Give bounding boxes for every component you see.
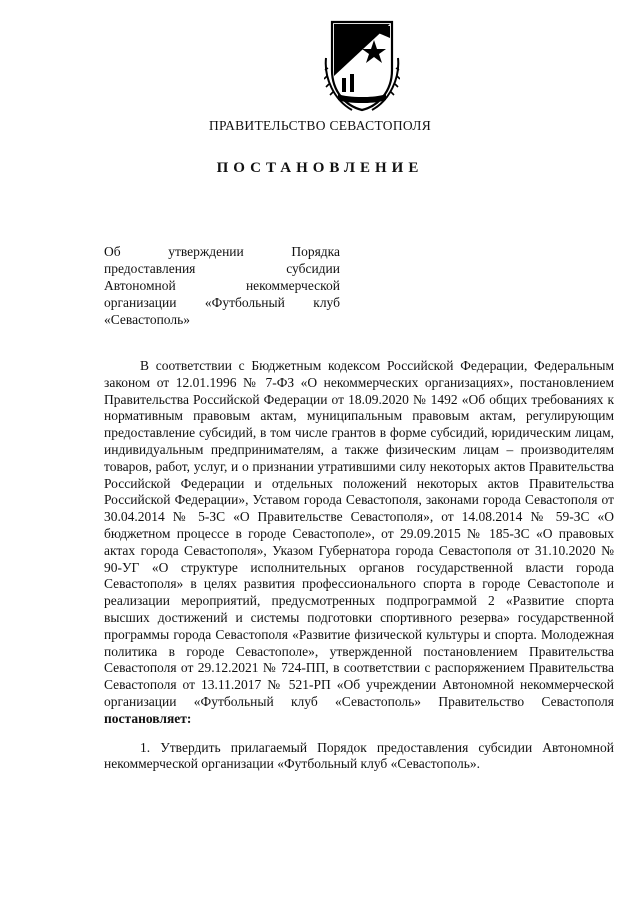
- resolves-word: постановляет:: [104, 710, 192, 726]
- subject-line: предоставления субсидии: [104, 261, 340, 276]
- government-name: ПРАВИТЕЛЬСТВО СЕВАСТОПОЛЯ: [208, 118, 432, 133]
- document-type-title: ПОСТАНОВЛЕНИЕ: [216, 160, 424, 176]
- preamble-paragraph: [104, 358, 614, 728]
- subject-line: Автономной некоммерческой: [104, 278, 340, 293]
- document-body: [104, 358, 614, 773]
- subject-line: организации «Футбольный клуб: [104, 295, 340, 310]
- sevastopol-coat-of-arms-emblem: [324, 18, 400, 114]
- document-subject: [104, 243, 340, 328]
- resolution-item: 1. Утвердить прилагаемый Порядок предоставления субсидии Автономной некоммерческой организации «Футбольный клуб «Севастополь».: [104, 739, 614, 772]
- subject-line: Об утверждении Порядка: [104, 244, 340, 259]
- preamble-text: В соответствии с Бюджетным кодексом Российской Федерации, Федеральным законом от 12.01.1996 № 7-ФЗ «О некоммерческих организациях», постановлением Правительства Российской Федерации от 18.09.2020 № 1492 «Об общих требованиях к нормативным правовым актам, муниципальным правовым актам, регулирующим предоставление субсидий, в том числе грантов в форме субсидий, юридическим лицам, индивидуальным предпринимателям, а также физическим лицам – производителям товаров, работ, услуг, и о признании утратившими силу некоторых актов Правительства Российской Федерации и отдельных положений некоторых актов Правительства Российской Федерации», Уставом города Севастополя, законами города Севастополя от 30.04.2014 № 5-ЗС «О Правительстве Севастополя», от 14.08.2014 № 59-ЗС «О бюджетном процессе в городе Севастополе», от 29.09.2015 № 185-ЗС «О правовых актах города Севастополя», Указом Губернатора города Севастополя от 31.10.2020 № 90-УГ «О структуре исполнительных органов государственной власти города Севастополя» в целях развития профессионального спорта в городе Севастополе и реализации мероприятий, предусмотренных подпрограммой 2 «Развитие спорта высших достижений и системы подготовки спортивного резерва» государственной программы города Севастополя «Развитие физической культуры и спорта. Молодежная политика в городе Севастополе», утвержденной постановлением Правительства Севастополя от 29.12.2021 № 724-ПП, в соответствии с распоряжением Правительства Севастополя от 13.11.2017 № 521-РП «Об учреждении Автономной некоммерческой организации «Футбольный клуб «Севастополь» Правительство Севастополя: [104, 358, 614, 709]
- subject-line: «Севастополь»: [104, 312, 191, 327]
